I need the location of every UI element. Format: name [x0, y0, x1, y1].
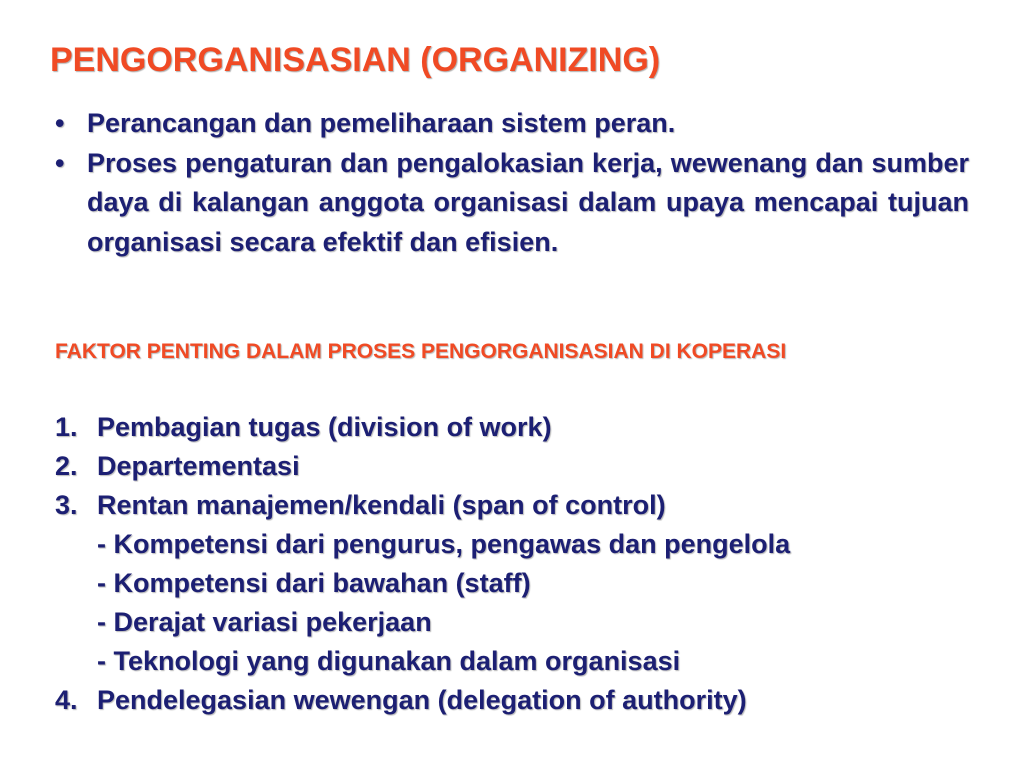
- factor-number: 3.: [55, 490, 78, 520]
- factor-item: [55, 486, 985, 525]
- factor-subitem: - Derajat variasi pekerjaan: [97, 607, 432, 637]
- slide-title: PENGORGANISASIAN (ORGANIZING): [50, 41, 661, 79]
- factor-number: 1.: [55, 412, 78, 442]
- factor-item: [55, 681, 985, 720]
- factor-list: [55, 408, 985, 720]
- factor-item: [55, 408, 985, 447]
- factor-text: Pembagian tugas (division of work): [97, 412, 552, 442]
- factor-item: [55, 447, 985, 486]
- bullet-item: [55, 144, 969, 263]
- bullet-list: [55, 104, 969, 262]
- factor-text: Pendelegasian wewengan (delegation of authority): [97, 685, 747, 715]
- factor-subitem: - Kompetensi dari bawahan (staff): [97, 568, 531, 598]
- factor-text: Rentan manajemen/kendali (span of control): [97, 490, 666, 520]
- factor-number: 4.: [55, 685, 78, 715]
- factor-subitem: - Kompetensi dari pengurus, pengawas dan pengelola: [97, 529, 791, 559]
- factor-text: Departementasi: [97, 451, 300, 481]
- bullet-text: Perancangan dan pemeliharaan sistem peran.: [87, 108, 676, 138]
- bullet-text: Proses pengaturan dan pengalokasian kerja, wewenang dan sumber daya di kalangan anggota organisasi dalam upaya mencapai tujuan organisasi secara efektif dan efisien.: [87, 147, 969, 257]
- bullet-marker: •: [55, 147, 65, 178]
- bullet-marker: •: [55, 108, 65, 138]
- section-subheading: FAKTOR PENTING DALAM PROSES PENGORGANISASIAN DI KOPERASI: [55, 340, 787, 363]
- factor-subitem: - Teknologi yang digunakan dalam organisasi: [97, 646, 681, 676]
- factor-number: 2.: [55, 451, 78, 481]
- bullet-item: [55, 104, 969, 144]
